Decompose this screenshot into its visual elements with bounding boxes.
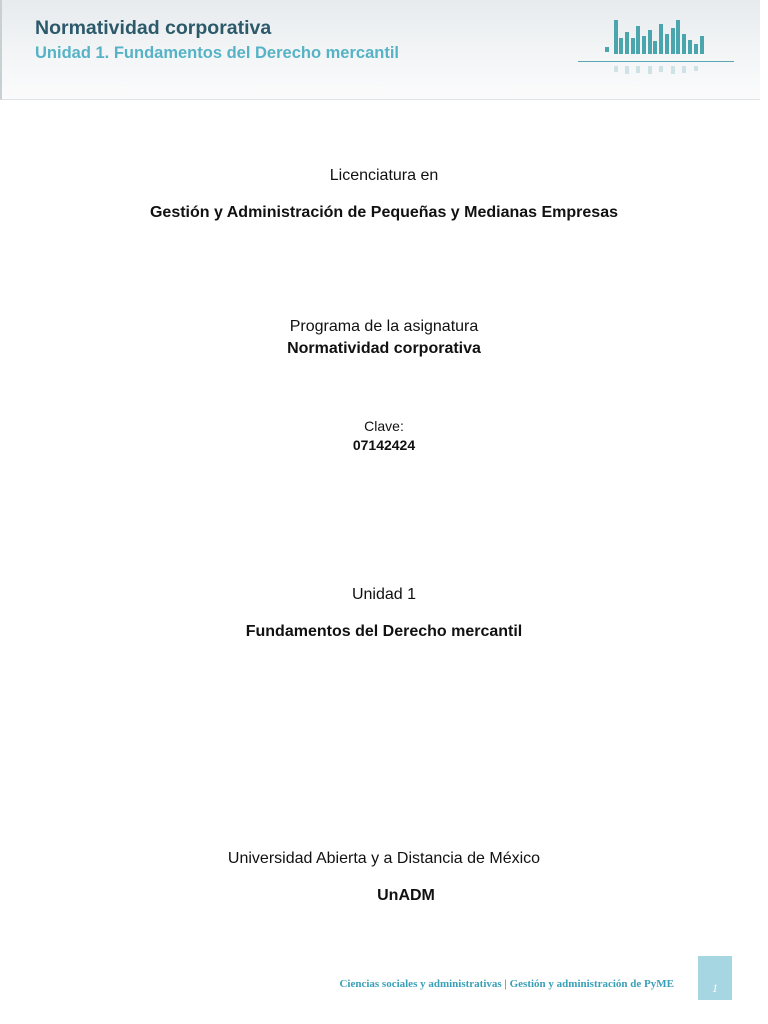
header-subtitle: Unidad 1. Fundamentos del Derecho mercantil — [35, 44, 399, 62]
university-abbr: UnADM — [377, 887, 435, 904]
degree-prefix: Licenciatura en — [329, 167, 439, 184]
page-header — [0, 0, 760, 100]
course-name: Normatividad corporativa — [287, 340, 481, 357]
page-number: 1 — [712, 981, 718, 995]
key-value: 07142424 — [352, 437, 416, 453]
header-title: Normatividad corporativa — [35, 17, 272, 39]
unit-label: Unidad 1 — [351, 586, 417, 603]
unit-title: Fundamentos del Derecho mercantil — [245, 623, 523, 640]
page-number-box — [698, 956, 732, 1000]
university-name: Universidad Abierta y a Distancia de México — [227, 850, 541, 867]
footer-text: Ciencias sociales y administrativas | Gestión y administración de PyME — [339, 978, 674, 990]
program-label: Programa de la asignatura — [289, 318, 479, 335]
unadm-logo-icon — [578, 16, 736, 78]
degree-name: Gestión y Administración de Pequeñas y Medianas Empresas — [149, 204, 618, 221]
key-label: Clave: — [364, 418, 404, 434]
